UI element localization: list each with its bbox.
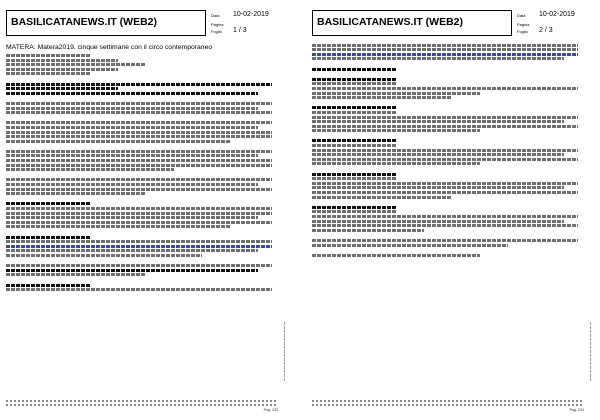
text-line (312, 120, 564, 123)
text-line (312, 149, 578, 152)
foglio-label: Foglio (517, 29, 528, 34)
site-title: BASILICATANEWS.IT (WEB2) (317, 16, 464, 28)
text-line (6, 249, 258, 252)
side-margin-text (282, 322, 288, 382)
footer-rule (312, 400, 582, 402)
article-title: MATERA: Matera2019, cinque settimane con il circo contemporaneo (6, 44, 213, 51)
text-line (6, 111, 272, 114)
event-title-line (312, 173, 396, 176)
text-line (6, 264, 272, 267)
document-page-2 (312, 8, 594, 412)
text-line (312, 144, 396, 147)
text-line (6, 54, 90, 57)
text-line (6, 164, 272, 167)
foglio-value: 2 / 3 (539, 27, 553, 34)
text-line (6, 273, 146, 276)
side-margin-text (588, 322, 594, 382)
headline-line (6, 87, 118, 90)
text-line (6, 192, 146, 195)
foglio-value: 1 / 3 (233, 27, 247, 34)
text-line (312, 196, 452, 199)
site-title-box (312, 10, 512, 36)
text-line (312, 158, 578, 161)
text-line (312, 92, 480, 95)
date-value: 10-02-2019 (539, 11, 575, 18)
pagina-label: Pagina (211, 22, 224, 27)
text-line (312, 239, 578, 242)
text-line (6, 207, 272, 210)
text-line (6, 131, 272, 134)
page-header (6, 8, 288, 40)
text-line (6, 107, 258, 110)
site-title-box (6, 10, 206, 36)
page-meta (208, 10, 288, 36)
text-line (312, 229, 424, 232)
page-header (312, 8, 594, 40)
text-line (312, 96, 452, 99)
text-line (312, 82, 396, 85)
date-value: 10-02-2019 (233, 11, 269, 18)
text-line (6, 154, 258, 157)
text-line (6, 225, 230, 228)
text-line (312, 153, 564, 156)
text-line (6, 63, 146, 66)
subheadline-line (6, 92, 258, 95)
text-line (6, 254, 202, 257)
text-line (312, 191, 578, 194)
text-line (6, 168, 174, 171)
text-line (6, 183, 258, 186)
page-meta (514, 10, 594, 36)
highlight-line (312, 53, 578, 56)
date-label: Data (517, 13, 526, 18)
text-line (6, 221, 272, 224)
text-line (312, 210, 396, 213)
text-line (312, 186, 564, 189)
text-line (6, 269, 258, 272)
event-title-line (312, 106, 396, 109)
text-line (6, 59, 118, 62)
section-heading-line (6, 284, 90, 287)
highlight-line (6, 245, 272, 248)
text-line (312, 111, 396, 114)
section-heading-line (6, 236, 90, 239)
text-line (6, 188, 272, 191)
event-title-line (312, 206, 396, 209)
article-body (6, 42, 286, 293)
text-line (6, 135, 272, 138)
text-line (6, 216, 258, 219)
text-line (6, 240, 272, 243)
text-line (6, 178, 272, 181)
footer-rule (312, 404, 582, 406)
text-line (6, 288, 272, 291)
section-heading-line (6, 202, 90, 205)
footer-rule (6, 404, 276, 406)
text-line (312, 44, 578, 47)
text-line (6, 159, 272, 162)
text-line (312, 182, 578, 185)
article-body (312, 42, 592, 258)
date-label: Data (211, 13, 220, 18)
foglio-label: Foglio (211, 29, 222, 34)
footer-rule (6, 400, 276, 402)
event-title-line (312, 78, 396, 81)
text-line (312, 125, 578, 128)
page-number: Pag. 234 (569, 408, 584, 412)
text-line (312, 215, 578, 218)
text-line (6, 140, 230, 143)
section-heading-line (312, 68, 396, 71)
event-title-line (312, 139, 396, 142)
text-line (312, 87, 578, 90)
text-line (312, 116, 578, 119)
headline-line (6, 83, 272, 86)
document-page-1 (6, 8, 288, 412)
text-line (6, 121, 272, 124)
text-line (6, 126, 258, 129)
text-line (312, 177, 396, 180)
text-line (312, 224, 578, 227)
page-number: Pag. 233 (263, 408, 278, 412)
text-line (6, 72, 90, 75)
text-line (312, 162, 480, 165)
text-line (6, 68, 118, 71)
pagina-label: Pagina (517, 22, 530, 27)
text-line (312, 129, 480, 132)
text-line (312, 254, 480, 257)
site-title: BASILICATANEWS.IT (WEB2) (11, 16, 158, 28)
text-line (312, 220, 564, 223)
text-line (6, 102, 272, 105)
text-line (6, 150, 272, 153)
text-line (312, 48, 578, 51)
text-line (312, 244, 508, 247)
text-line (6, 212, 272, 215)
text-line (312, 57, 564, 60)
